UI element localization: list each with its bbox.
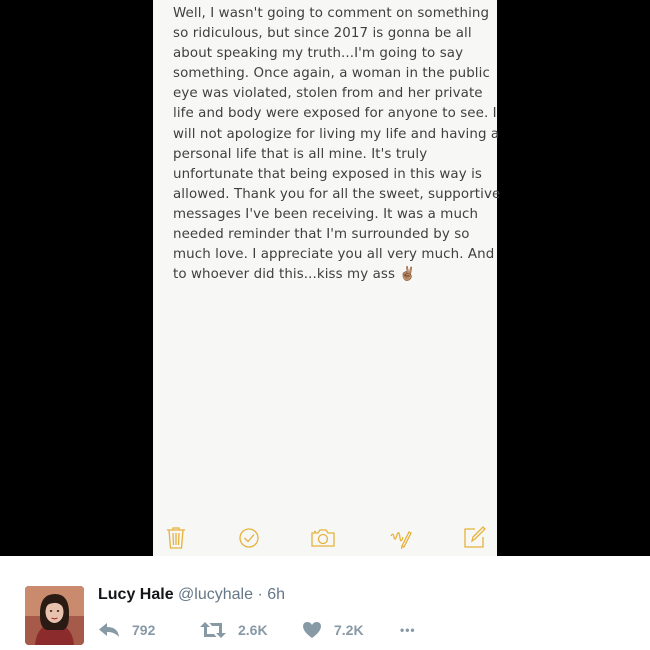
note-line: something. Once again, a woman in the public (173, 66, 490, 82)
reply-count: 792 (132, 622, 156, 638)
note-text (173, 4, 501, 285)
victory-hand-emoji: ✌🏽 (399, 267, 417, 283)
notes-screenshot (153, 0, 501, 556)
note-line: much love. I appreciate you all very much. And (173, 247, 495, 263)
more-options-icon[interactable] (400, 618, 416, 642)
camera-icon[interactable] (310, 524, 336, 550)
note-line: so ridiculous, but since 2017 is gonna be all (173, 26, 472, 42)
author-name[interactable]: Lucy Hale (98, 586, 174, 603)
separator-text: · (257, 586, 263, 603)
avatar[interactable] (25, 586, 84, 645)
tweet (0, 556, 650, 650)
note-line: unfortunate that being exposed in this way is (173, 166, 482, 182)
tweet-author-line (98, 586, 285, 604)
note-line: about speaking my truth...I'm going to say (173, 46, 464, 62)
more-options-label: ••• (400, 623, 416, 637)
checkmark-circle-icon[interactable] (236, 524, 262, 550)
separator-dot (253, 586, 267, 603)
reply-button[interactable] (98, 618, 155, 642)
note-line: allowed. Thank you for all the sweet, supportive (173, 186, 501, 202)
note-line-last (173, 265, 483, 285)
note-line: Well, I wasn't going to comment on something (173, 6, 490, 21)
sketch-icon[interactable] (386, 524, 412, 550)
retweet-button[interactable] (200, 618, 268, 642)
compose-icon[interactable] (461, 524, 487, 550)
retweet-count: 2.6K (238, 622, 268, 638)
like-count: 7.2K (334, 622, 364, 638)
tweet-timestamp[interactable]: 6h (267, 586, 286, 603)
notes-toolbar (153, 516, 497, 556)
note-line: life and body were exposed for anyone to see. I (173, 106, 497, 122)
heart-icon (302, 621, 322, 639)
note-line: messages I've been receiving. It was a much (173, 206, 479, 222)
note-line: will not apologize for living my life and having a (173, 126, 500, 142)
like-button[interactable] (302, 618, 364, 642)
author-handle[interactable]: @lucyhale (178, 586, 253, 603)
retweet-icon (200, 621, 226, 639)
note-line: needed reminder that I'm surrounded by so (173, 227, 470, 243)
note-line: eye was violated, stolen from and her private (173, 86, 483, 102)
note-line: personal life that is all mine. It's truly (173, 146, 428, 162)
note-line-text: to whoever did this...kiss my ass (173, 267, 396, 283)
reply-icon (98, 621, 120, 639)
trash-icon[interactable] (163, 524, 189, 550)
